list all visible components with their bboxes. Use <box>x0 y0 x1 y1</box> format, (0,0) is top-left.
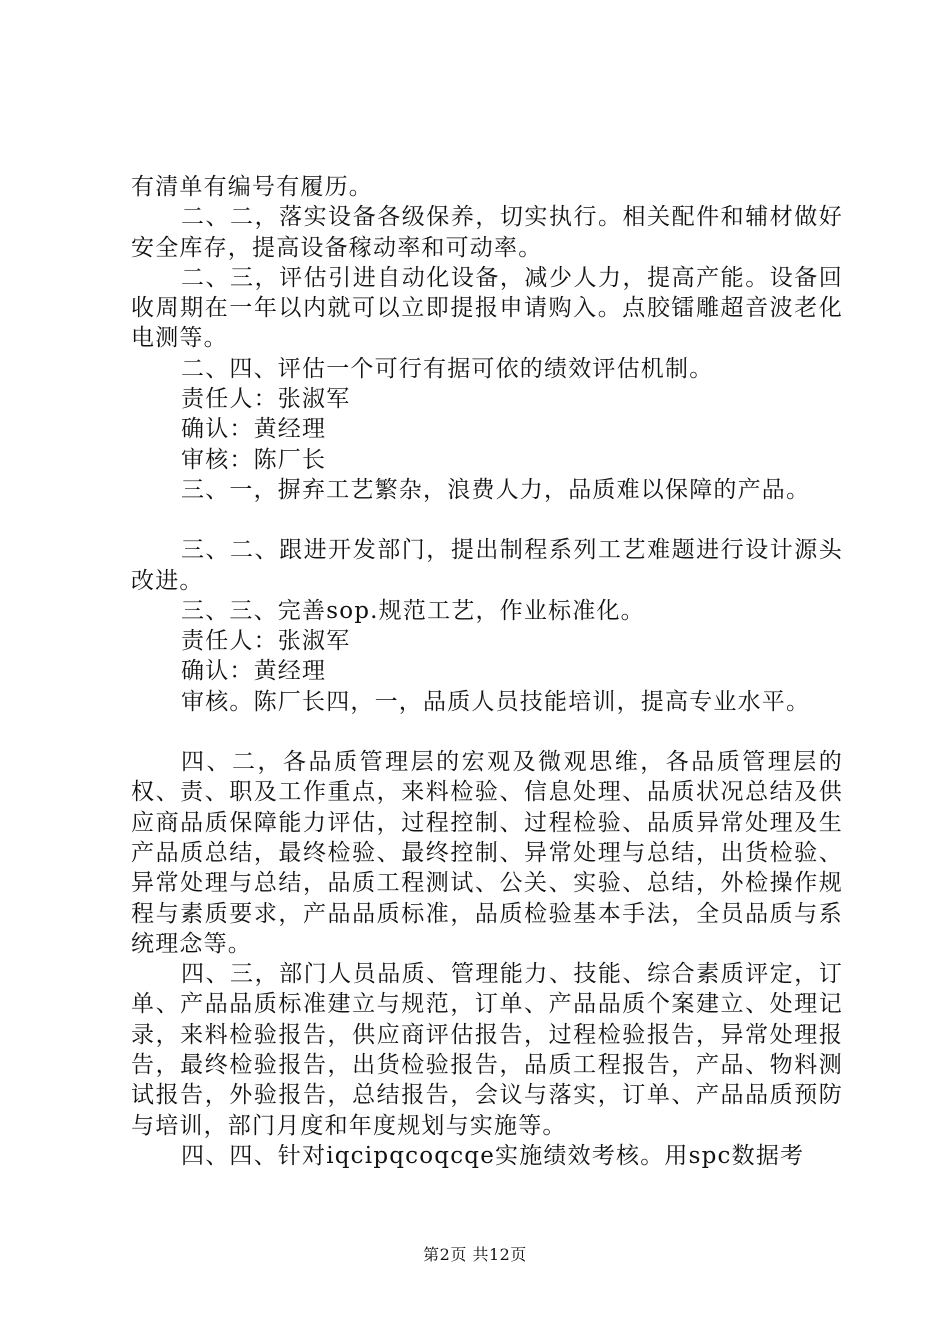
paragraph: 审核。陈厂长四，一，品质人员技能培训，提高专业水平。 <box>181 688 811 715</box>
paragraph: 确认：黄经理 <box>181 658 327 685</box>
paragraph: 有清单有编号有履历。 <box>131 174 373 200</box>
paragraph: 审核：陈厂长 <box>181 446 327 473</box>
paragraph: 三、一，摒弃工艺繁杂，浪费人力，品质难以保障的产品。 <box>181 476 811 503</box>
blank-line <box>131 505 843 535</box>
document-body <box>131 172 843 1171</box>
blank-line <box>131 717 843 747</box>
paragraph: 四、四、针对iqcipqcoqcqe实施绩效考核。用spc数据考 <box>181 1142 805 1169</box>
paragraph: 四、三，部门人员品质、管理能力、技能、综合素质评定，订单、产品品质标准建立与规范，订单、产品品质个案建立、处理记录，来料检验报告，供应商评估报告，过程检验报告，异常处理报告，最终检验报告，出货检验报告，品质工程报告，产品、物料测试报告，外验报告，总结报告，会议与落实，订单、产品品质预防与培训，部门月度和年度规划与实施等。 <box>131 961 843 1139</box>
paragraph: 二、二，落实设备各级保养，切实执行。相关配件和辅材做好安全库存，提高设备稼动率和可动率。 <box>131 204 843 261</box>
paragraph: 责任人：张淑军 <box>181 386 351 413</box>
paragraph: 二、三，评估引进自动化设备，减少人力，提高产能。设备回收周期在一年以内就可以立即提报申请购入。点胶镭雕超音波老化电测等。 <box>131 264 843 352</box>
paragraph: 二、四、评估一个可行有据可依的绩效评估机制。 <box>181 355 714 382</box>
paragraph: 确认：黄经理 <box>181 416 327 443</box>
paragraph: 责任人：张淑军 <box>181 628 351 655</box>
page-footer: 第2页 共12页 <box>423 1245 527 1264</box>
paragraph: 四、二，各品质管理层的宏观及微观思维，各品质管理层的权、责、职及工作重点，来料检验、信息处理、品质状况总结及供应商品质保障能力评估，过程控制、过程检验、品质异常处理及生产品质总结，最终检验、最终控制、异常处理与总结，出货检验、异常处理与总结，品质工程测试、公关、实验、总结，外检操作规程与素质要求，产品品质标准，品质检验基本手法，全员品质与系统理念等。 <box>131 749 843 957</box>
paragraph: 三、二、跟进开发部门，提出制程系列工艺难题进行设计源头改进。 <box>131 537 843 594</box>
paragraph: 三、三、完善sop.规范工艺，作业标准化。 <box>181 597 645 624</box>
